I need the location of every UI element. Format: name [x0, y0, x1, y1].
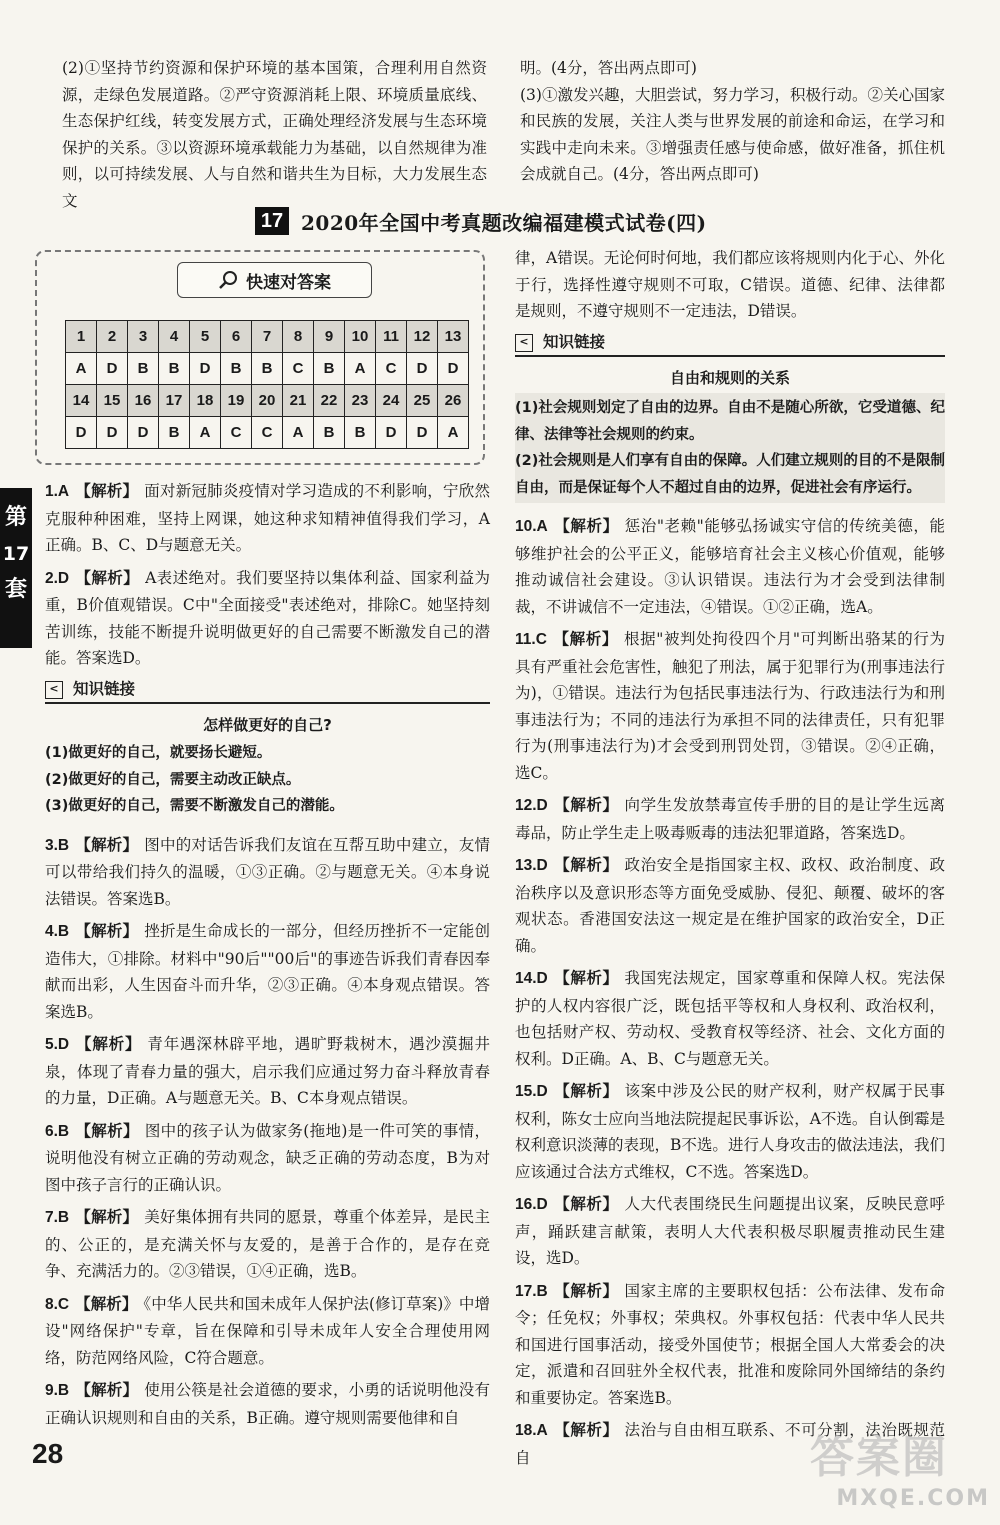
answer-index: 18: [190, 385, 221, 417]
explanation-text: 图中的对话告诉我们友谊在互帮互助中建立，友情可以带给我们持久的温暖，①③正确。②与题意无关。④本身说法错误。答案选B。: [45, 835, 490, 908]
analysis-tag: 【解析】: [75, 482, 139, 500]
answer-value: B: [221, 353, 252, 385]
question-number: 4.B: [45, 923, 70, 940]
question-explanation-15: [515, 1078, 945, 1185]
answer-index: 1: [66, 321, 97, 353]
answer-value: B: [314, 417, 345, 449]
answer-value: B: [345, 417, 376, 449]
analysis-tag: 【解析】: [553, 517, 619, 535]
explanation-text: 根据"被判处拘役四个月"可判断出骆某的行为具有严重社会危害性，触犯了刑法，属于犯罪行为(刑事违法行为)，①错误。违法行为包括民事违法行为、行政违法行为和刑事违法行为；不同的违法行为承担不同的法律责任，只有犯罪行为(刑事违法行为)才会受到刑罚处罚，③错误。②④正确，选C。: [515, 630, 945, 782]
answer-index-row-1: [66, 321, 469, 353]
explanation-text: A表述绝对。我们要坚持以集体利益、国家利益为重，B价值观错误。C中"全面接受"表述绝对，排除C。她坚持刻苦训练，技能不断提升说明做更好的自己需要不断激发自己的潜能。答案选D。: [45, 568, 490, 667]
knowledge-link-heading: [515, 331, 945, 357]
answer-index: 6: [221, 321, 252, 353]
answer-index: 12: [407, 321, 438, 353]
page-number: 28: [32, 1438, 64, 1469]
answer-index: 19: [221, 385, 252, 417]
answer-value: D: [97, 353, 128, 385]
knowledge-item: (1)做更好的自己，就要扬长避短。: [45, 745, 272, 761]
test-title-text: 2020年全国中考真题改编福建模式试卷(四): [301, 210, 707, 235]
analysis-tag: 【解析】: [75, 1035, 142, 1053]
explanation-text: 该案中涉及公民的财产权利，财产权属于民事权利，陈女士应向当地法院提起民事诉讼，A不选。自认倒霉是权利意识淡薄的表现，B不选。进行人身攻击的做法违法，我们应该通过合法方式维权，C不选。答案选D。: [515, 1082, 945, 1181]
question-number: 13.D: [515, 857, 548, 874]
explanation-text: 向学生发放禁毒宣传手册的目的是让学生远离毒品，防止学生走上吸毒贩毒的违法犯罪道路，答案选D。: [515, 796, 945, 842]
answer-index: 9: [314, 321, 345, 353]
question-explanation-9: [45, 1377, 490, 1431]
explanation-text: 国家主席的主要职权包括：公布法律、发布命令；任免权；外事权；荣典权。外事权包括：代表中华人民共和国进行国事活动，接受外国使节；根据全国人大常委会的决定，派遣和召回驻外全权代表，批准和废除同外国缔结的条约和重要协定。答案选B。: [515, 1281, 945, 1407]
side-tab-char: 第: [4, 505, 27, 530]
right-column: [515, 245, 945, 1477]
analysis-tag: 【解析】: [75, 1208, 139, 1226]
question-explanation-10: [515, 513, 945, 620]
knowledge-link-title: 怎样做更好的自己?: [203, 715, 332, 734]
answer-value: D: [376, 417, 407, 449]
quick-answer-heading-text: 快速对答案: [246, 272, 331, 293]
link-icon: <: [45, 681, 63, 699]
question-9-continuation: 律，A错误。无论何时何地，我们都应该将规则内化于心、外化于行，选择性遵守规则不可取，C错误。道德、纪律、法律都是规则，不遵守规则不一定违法，D错误。: [515, 249, 945, 320]
answer-value: D: [128, 417, 159, 449]
analysis-tag: 【解析】: [75, 1121, 139, 1140]
watermark-url: MXQE.COM: [836, 1486, 990, 1511]
question-number: 14.D: [515, 970, 548, 987]
question-number: 5.D: [45, 1036, 70, 1053]
question-explanation-12: [515, 792, 945, 846]
explanation-text: 《中华人民共和国未成年人保护法(修订草案)》中增设"网络保护"专章，旨在保障和引导未成年人安全合理使用网络，防范网络风险，C符合题意。: [45, 1294, 490, 1367]
answer-value: C: [376, 353, 407, 385]
answer-value: C: [283, 353, 314, 385]
analysis-tag: 【解析】: [75, 1294, 138, 1313]
knowledge-link-body: [515, 393, 945, 503]
question-explanation-17: [515, 1278, 945, 1412]
answer-value: B: [252, 353, 283, 385]
explanation-text: 我国宪法规定，国家尊重和保障人权。宪法保护的人权内容很广泛，既包括平等权和人身权利、政治权利，也包括财产权、劳动权、受教育权等经济、社会、文化方面的权利。D正确。A、B、C与题意无关。: [515, 969, 945, 1068]
answer-value-row-1: [66, 353, 469, 385]
answer-value: A: [283, 417, 314, 449]
question-explanation-2: [45, 565, 490, 672]
answer-value: B: [159, 353, 190, 385]
question-explanation-5: [45, 1031, 490, 1112]
explanation-text: 美好集体拥有共同的愿景，尊重个体差异，是民主的、公正的，是充满关怀与友爱的，是善于合作的，是存在竞争、充满活力的。②③错误，①④正确，选B。: [45, 1208, 490, 1280]
knowledge-item: (3)做更好的自己，需要不断激发自己的潜能。: [45, 798, 344, 814]
question-number: 11.C: [515, 631, 547, 648]
analysis-tag: 【解析】: [553, 856, 619, 874]
answer-index: 25: [407, 385, 438, 417]
left-column: [45, 478, 490, 1437]
answer-value: A: [66, 353, 97, 385]
question-number: 7.B: [45, 1209, 70, 1226]
answer-index: 20: [252, 385, 283, 417]
knowledge-link-label: 知识链接: [543, 333, 606, 352]
explanation-text: 图中的孩子认为做家务(拖地)是一件可笑的事情，说明他没有树立正确的劳动观念，缺乏正确的劳动态度，B为对图中孩子言行的正确认识。: [45, 1121, 490, 1194]
answer-index: 16: [128, 385, 159, 417]
question-number: 12.D: [515, 797, 548, 814]
knowledge-link-heading: [45, 678, 490, 704]
answer-value: D: [66, 417, 97, 449]
question-number: 9.B: [45, 1382, 70, 1399]
knowledge-link-title: 自由和规则的关系: [669, 368, 790, 387]
explanation-text: 惩治"老赖"能够弘扬诚实守信的传统美德，能够维护社会的公平正义，能够培育社会主义核心价值观，能够推动诚信社会建设。③认识错误。违法行为才会受到法律制裁，不讲诚信不一定违法，④错误。①②正确，选A。: [515, 517, 945, 616]
answer-value: D: [407, 353, 438, 385]
test-number-badge: 17: [255, 207, 289, 235]
question-number: 6.B: [45, 1122, 70, 1140]
question-number: 8.C: [45, 1295, 70, 1313]
magnifier-icon: [218, 269, 240, 291]
question-explanation-1: [45, 478, 490, 559]
answer-value: B: [128, 353, 159, 385]
answer-value: C: [221, 417, 252, 449]
question-explanation-4: [45, 918, 490, 1025]
answer-value: A: [438, 417, 469, 449]
answer-index: 15: [97, 385, 128, 417]
set-side-tab: [0, 488, 32, 648]
explanation-text: 挫折是生命成长的一部分，但经历挫折不一定能创造伟大，①排除。材料中"90后""00后"的事迹告诉我们青春因奉献而出彩，人生因奋斗而升华，②③正确。④本身观点错误。答案选B。: [45, 922, 490, 1021]
knowledge-item: (2)做更好的自己，需要主动改正缺点。: [45, 771, 301, 788]
question-number: 2.D: [45, 569, 70, 587]
answer-index: 13: [438, 321, 469, 353]
analysis-tag: 【解析】: [553, 1195, 619, 1213]
explanation-text: 青年遇深林辟平地，遇旷野栽树木，遇沙漠掘井泉，体现了青春力量的强大，启示我们应通过努力奋斗释放青春的力量，D正确。A与题意无关。B、C本身观点错误。: [45, 1035, 490, 1107]
answer-value: D: [97, 417, 128, 449]
question-number: 17.B: [515, 1282, 548, 1300]
quick-answer-heading: [177, 262, 372, 298]
analysis-tag: 【解析】: [75, 922, 139, 940]
question-number: 3.B: [45, 836, 70, 854]
question-explanation-11: [515, 626, 945, 786]
analysis-tag: 【解析】: [553, 1281, 619, 1300]
answer-index: 24: [376, 385, 407, 417]
explanation-text: 使用公筷是社会道德的要求，小勇的话说明他没有正确认识规则和自由的关系，B正确。遵守规则需要他律和自: [45, 1381, 490, 1427]
answer-value: C: [252, 417, 283, 449]
answer-value: D: [190, 353, 221, 385]
knowledge-link-label: 知识链接: [73, 680, 136, 699]
answer-table: [65, 320, 469, 449]
quick-answer-box: [35, 250, 485, 465]
test-title: [255, 205, 735, 237]
side-tab-char: 套: [4, 577, 27, 602]
top-left-text: (2)①坚持节约资源和保护环境的基本国策，合理利用自然资源，走绿色发展道路。②严守资源消耗上限、环境质量底线、生态保护红线，转变发展方式，正确处理经济发展与生态环境保护的关系。③以资源环境承载能力为基础，以自然规律为准则，以可持续发展、人与自然和谐共生为目标，大力发展生态文: [62, 59, 487, 210]
answer-value: D: [407, 417, 438, 449]
question-explanation-8: [45, 1291, 490, 1372]
answer-index: 7: [252, 321, 283, 353]
answer-value-row-2: [66, 417, 469, 449]
answer-index: 8: [283, 321, 314, 353]
question-explanation-3: [45, 832, 490, 913]
side-tab-number: 17: [2, 543, 30, 565]
answer-index: 2: [97, 321, 128, 353]
analysis-tag: 【解析】: [552, 630, 618, 648]
question-number: 16.D: [515, 1196, 548, 1213]
question-explanation-13: [515, 852, 945, 959]
top-right-text: (3)①激发兴趣，大胆尝试，努力学习，积极行动。②关心国家和民族的发展，关注人类与世界发展的前途和命运，在学习和实践中走向未来。③增强责任感与使命感，做好准备，抓住机会成就自己。(4分，答出两点即可): [520, 85, 945, 183]
explanation-text: 法治与自由相互联系、不可分割，法治既规范自: [515, 1421, 945, 1467]
top-right-line1: 明。(4分，答出两点即可): [520, 59, 697, 77]
top-right-paragraph: [520, 55, 945, 188]
answer-index: 11: [376, 321, 407, 353]
question-number: 10.A: [515, 518, 548, 535]
explanation-text: 政治安全是指国家主权、政权、政治制度、政治秩序以及意识形态等方面免受威胁、侵犯、颠覆、破坏的客观状态。香港国安法这一规定是在维护国家的政治安全，D正确。: [515, 856, 945, 955]
question-explanation-6: [45, 1118, 490, 1199]
analysis-tag: 【解析】: [553, 1082, 619, 1100]
analysis-tag: 【解析】: [75, 1381, 139, 1399]
answer-index: 5: [190, 321, 221, 353]
explanation-text: 人大代表围绕民生问题提出议案，反映民意呼声，踊跃建言献策，表明人大代表积极尽职履责推动民生建设，选D。: [515, 1195, 945, 1267]
question-number: 18.A: [515, 1422, 548, 1439]
answer-index-row-2: [66, 385, 469, 417]
site-watermark: [810, 1430, 990, 1520]
explanation-text: 面对新冠肺炎疫情对学习造成的不利影响，宁欣然克服种种困难，坚持上网课，她这种求知精神值得我们学习，A正确。B、C、D与题意无关。: [45, 482, 490, 554]
question-explanation-14: [515, 965, 945, 1072]
answer-index: 22: [314, 385, 345, 417]
analysis-tag: 【解析】: [75, 568, 140, 587]
answer-value: B: [159, 417, 190, 449]
watermark-logo-text: 答案圈: [810, 1432, 948, 1483]
question-number: 15.D: [515, 1083, 548, 1100]
analysis-tag: 【解析】: [553, 796, 619, 814]
question-number: 1.A: [45, 483, 70, 500]
answer-index: 14: [66, 385, 97, 417]
link-icon: <: [515, 334, 533, 352]
answer-value: A: [345, 353, 376, 385]
answer-index: 23: [345, 385, 376, 417]
answer-index: 4: [159, 321, 190, 353]
question-explanation-7: [45, 1204, 490, 1285]
answer-value: D: [438, 353, 469, 385]
answer-index: 21: [283, 385, 314, 417]
answer-value: B: [314, 353, 345, 385]
answer-index: 17: [159, 385, 190, 417]
question-explanation-16: [515, 1191, 945, 1272]
analysis-tag: 【解析】: [553, 969, 619, 987]
knowledge-item: (1)社会规则划定了自由的边界。自由不是随心所欲，它受道德、纪律、法律等社会规则的约束。: [515, 400, 945, 443]
top-left-paragraph: [62, 55, 487, 214]
analysis-tag: 【解析】: [75, 835, 139, 854]
answer-index: 26: [438, 385, 469, 417]
knowledge-item: (2)社会规则是人们享有自由的保障。人们建立规则的目的不是限制自由，而是保证每个人不超过自由的边界，促进社会有序运行。: [515, 453, 945, 496]
analysis-tag: 【解析】: [553, 1421, 619, 1439]
answer-value: A: [190, 417, 221, 449]
answer-index: 10: [345, 321, 376, 353]
answer-index: 3: [128, 321, 159, 353]
